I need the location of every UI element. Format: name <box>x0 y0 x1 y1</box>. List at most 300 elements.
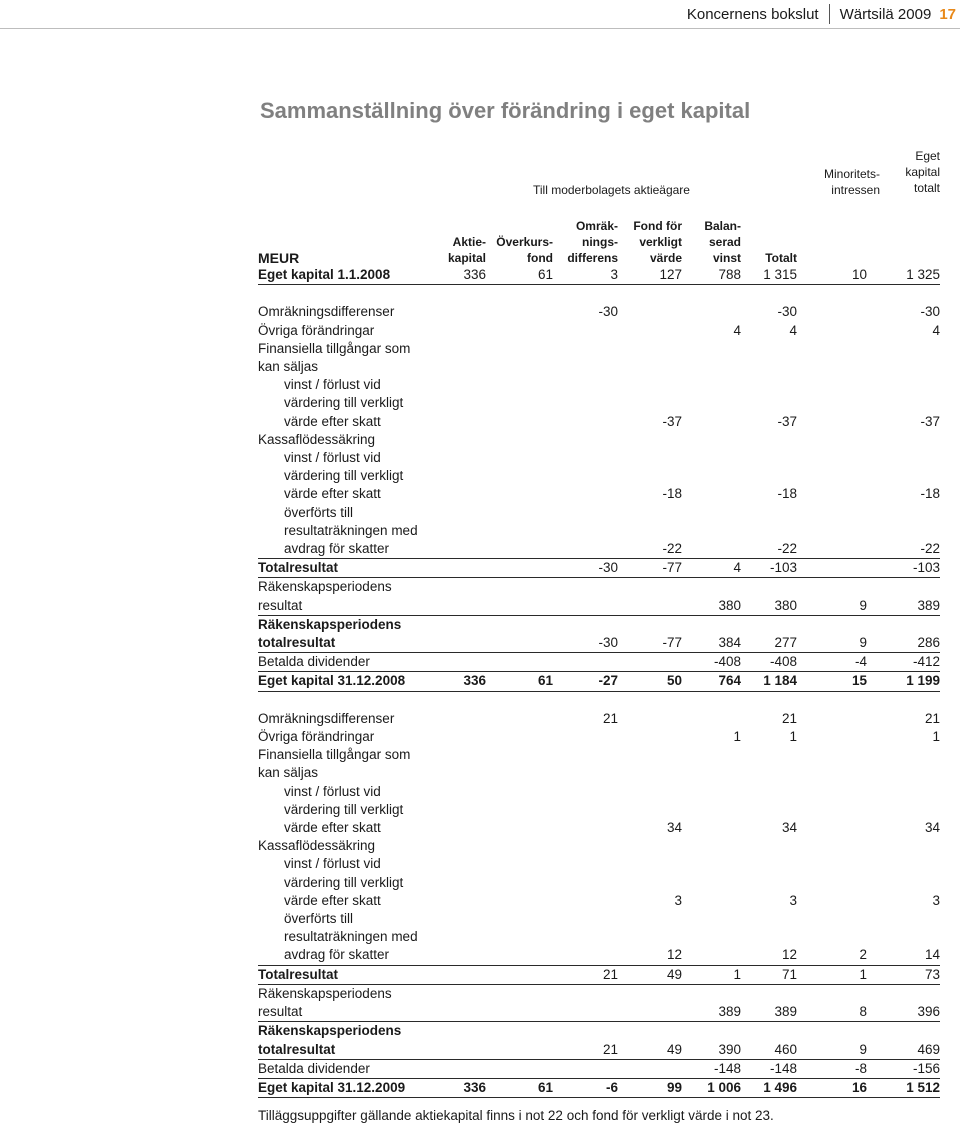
value-cell <box>486 522 553 540</box>
value-cell: -156 <box>867 1059 940 1078</box>
value-cell <box>741 855 797 873</box>
value-cell <box>486 874 553 892</box>
value-cell: -22 <box>741 540 797 559</box>
value-cell <box>486 710 553 728</box>
column-header: kapital <box>448 251 487 265</box>
value-cell <box>867 910 940 928</box>
column-header: fond <box>527 251 553 265</box>
value-cell <box>553 449 618 467</box>
value-cell <box>448 597 486 616</box>
value-cell: 49 <box>618 1041 682 1060</box>
value-cell <box>797 467 867 485</box>
table-row <box>258 559 940 578</box>
value-cell <box>486 653 553 672</box>
value-cell: 380 <box>682 597 741 616</box>
value-cell: -30 <box>777 304 797 320</box>
table-row <box>258 303 940 321</box>
value-cell <box>448 504 486 522</box>
row-label: resultaträkningen med <box>284 522 418 538</box>
value-cell <box>553 728 618 746</box>
column-header <box>867 250 940 266</box>
value-cell <box>448 965 486 984</box>
value-cell <box>448 322 486 340</box>
value-cell <box>486 1041 553 1060</box>
value-cell: 1 <box>797 965 867 984</box>
value-cell: 21 <box>924 710 940 726</box>
value-cell: 1 <box>733 729 741 745</box>
value-cell <box>553 801 618 819</box>
row-label: överförts till <box>284 911 354 927</box>
row-label: resultat <box>258 1003 448 1022</box>
value-cell: 71 <box>741 965 797 984</box>
column-header: värde <box>649 251 682 265</box>
value-cell <box>486 764 553 782</box>
row-label: avdrag för skatter <box>258 946 448 965</box>
value-cell <box>448 855 486 873</box>
footnote: Tilläggsuppgifter gällande aktiekapital finns i not 22 och fond för verkligt värde i not 23. <box>258 1108 774 1123</box>
spacer-row <box>258 285 940 304</box>
value-cell <box>553 1022 618 1041</box>
value-cell <box>618 746 682 764</box>
row-label: Finansiella tillgångar som <box>258 747 411 763</box>
value-cell: -103 <box>867 559 940 578</box>
value-cell <box>486 322 553 340</box>
value-cell: -37 <box>920 413 940 429</box>
value-cell <box>618 837 682 855</box>
value-cell <box>486 485 553 503</box>
row-label: avdrag för skatter <box>258 540 448 559</box>
value-cell <box>867 783 940 801</box>
column-header: Överkurs- <box>496 235 553 249</box>
section-name: Koncernens bokslut <box>686 5 819 23</box>
value-cell <box>448 431 486 449</box>
value-cell <box>448 578 486 597</box>
value-cell: 16 <box>797 1078 867 1097</box>
value-cell <box>553 467 618 485</box>
value-cell <box>553 322 618 340</box>
value-cell: 50 <box>618 672 682 691</box>
value-cell <box>867 504 940 522</box>
row-label: Totalresultat <box>258 965 448 984</box>
table-row <box>258 1022 940 1041</box>
value-cell <box>682 764 741 782</box>
value-cell <box>797 322 867 340</box>
value-cell <box>618 431 682 449</box>
value-cell <box>867 431 940 449</box>
value-cell <box>448 413 486 431</box>
value-cell: 1 <box>932 729 940 745</box>
value-cell <box>867 874 940 892</box>
value-cell <box>618 1003 682 1022</box>
value-cell <box>486 965 553 984</box>
value-cell <box>553 431 618 449</box>
value-cell: 73 <box>867 965 940 984</box>
value-cell <box>486 892 553 910</box>
column-header: serad <box>708 235 741 249</box>
value-cell <box>448 746 486 764</box>
value-cell: 8 <box>797 1003 867 1022</box>
value-cell <box>797 615 867 634</box>
table-row <box>258 746 940 764</box>
column-header: verkligt <box>639 235 682 249</box>
value-cell: -408 <box>682 653 741 672</box>
value-cell: 277 <box>741 634 797 653</box>
value-cell <box>448 1003 486 1022</box>
table-row <box>258 965 940 984</box>
value-cell <box>797 303 867 321</box>
value-cell <box>741 358 797 376</box>
value-cell: 460 <box>741 1041 797 1060</box>
value-cell <box>867 984 940 1003</box>
value-cell <box>448 710 486 728</box>
table-row <box>258 413 940 431</box>
value-cell <box>682 910 741 928</box>
column-header <box>741 234 797 250</box>
value-cell <box>553 394 618 412</box>
row-label: vinst / förlust vid <box>284 783 381 799</box>
value-cell <box>553 413 618 431</box>
table-row <box>258 910 940 928</box>
table-row <box>258 634 940 653</box>
value-cell <box>448 1041 486 1060</box>
column-header <box>797 218 867 234</box>
value-cell <box>797 522 867 540</box>
table-row <box>258 358 940 376</box>
value-cell <box>486 431 553 449</box>
value-cell <box>682 540 741 559</box>
value-cell <box>553 340 618 358</box>
value-cell: 99 <box>618 1078 682 1097</box>
value-cell <box>741 984 797 1003</box>
value-cell <box>553 764 618 782</box>
value-cell: 3 <box>932 892 940 908</box>
value-cell <box>618 504 682 522</box>
row-label: värde efter skatt <box>284 413 381 429</box>
value-cell: -148 <box>682 1059 741 1078</box>
value-cell: 21 <box>553 1041 618 1060</box>
value-cell <box>486 855 553 873</box>
value-cell <box>867 1022 940 1041</box>
value-cell <box>867 394 940 412</box>
value-cell <box>486 303 553 321</box>
row-label: Räkenskapsperiodens <box>258 616 402 632</box>
value-cell <box>448 801 486 819</box>
table-row <box>258 431 940 449</box>
value-cell <box>448 340 486 358</box>
spacer-cell <box>258 285 940 304</box>
value-cell <box>448 634 486 653</box>
value-cell: -18 <box>920 486 940 502</box>
value-cell: 1 315 <box>741 266 797 285</box>
value-cell <box>867 837 940 855</box>
value-cell: -4 <box>797 653 867 672</box>
value-cell: 396 <box>867 1003 940 1022</box>
value-cell <box>741 801 797 819</box>
table-row <box>258 394 940 412</box>
table-row <box>258 874 940 892</box>
value-cell <box>486 837 553 855</box>
column-header <box>741 218 797 234</box>
value-cell <box>448 819 486 837</box>
value-cell <box>448 485 486 503</box>
group-label-line: Minoritets- <box>823 167 880 181</box>
table-row <box>258 597 940 616</box>
value-cell <box>741 746 797 764</box>
value-cell <box>682 394 741 412</box>
value-cell: 336 <box>448 1078 486 1097</box>
value-cell <box>553 874 618 892</box>
value-cell <box>741 394 797 412</box>
value-cell <box>448 1022 486 1041</box>
value-cell: 389 <box>867 597 940 616</box>
value-cell <box>682 485 741 503</box>
value-cell <box>486 467 553 485</box>
value-cell: -412 <box>867 653 940 672</box>
row-label: värde efter skatt <box>284 486 381 502</box>
value-cell: 1 <box>789 729 797 745</box>
value-cell: -37 <box>777 413 797 429</box>
value-cell <box>448 837 486 855</box>
row-label: Omräkningsdifferenser <box>258 304 395 320</box>
value-cell <box>553 1003 618 1022</box>
value-cell <box>867 764 940 782</box>
value-cell <box>682 783 741 801</box>
value-cell <box>553 984 618 1003</box>
value-cell <box>618 1059 682 1078</box>
value-cell <box>618 467 682 485</box>
page-number: 17 <box>939 5 956 23</box>
row-label: Övriga förändringar <box>258 729 375 745</box>
column-header <box>486 218 553 234</box>
value-cell <box>553 910 618 928</box>
value-cell <box>682 376 741 394</box>
value-cell <box>867 801 940 819</box>
value-cell: 14 <box>867 946 940 965</box>
value-cell: 788 <box>682 266 741 285</box>
value-cell <box>486 1022 553 1041</box>
column-header <box>797 250 867 266</box>
row-label: värdering till verkligt <box>284 874 404 890</box>
value-cell <box>682 358 741 376</box>
table-row <box>258 710 940 728</box>
row-label: Eget kapital 1.1.2008 <box>258 266 448 285</box>
value-cell <box>741 928 797 946</box>
company-year: Wärtsilä 2009 <box>839 5 932 23</box>
value-cell <box>553 597 618 616</box>
value-cell: 1 496 <box>741 1078 797 1097</box>
value-cell <box>553 485 618 503</box>
value-cell <box>741 783 797 801</box>
value-cell <box>797 728 867 746</box>
value-cell <box>867 376 940 394</box>
value-cell: 21 <box>602 710 618 726</box>
value-cell <box>797 984 867 1003</box>
meur-label <box>258 234 448 250</box>
table-row <box>258 504 940 522</box>
value-cell: 469 <box>867 1041 940 1060</box>
value-cell <box>741 910 797 928</box>
value-cell <box>618 653 682 672</box>
value-cell <box>448 467 486 485</box>
column-header: Fond för <box>633 219 682 233</box>
value-cell <box>486 615 553 634</box>
row-label: vinst / förlust vid <box>284 856 381 872</box>
table-row <box>258 653 940 672</box>
value-cell <box>797 376 867 394</box>
table-row <box>258 728 940 746</box>
equity-statement-table <box>258 218 940 1098</box>
value-cell <box>448 910 486 928</box>
row-label: vinst / förlust vid <box>284 377 381 393</box>
column-header: vinst <box>712 251 741 265</box>
value-cell <box>867 467 940 485</box>
value-cell <box>553 504 618 522</box>
table-row <box>258 615 940 634</box>
value-cell <box>553 358 618 376</box>
header-rule <box>0 28 960 29</box>
value-cell: 12 <box>741 946 797 965</box>
value-cell <box>486 394 553 412</box>
value-cell: 61 <box>486 1078 553 1097</box>
value-cell <box>618 394 682 412</box>
value-cell: 2 <box>797 946 867 965</box>
value-cell: 21 <box>781 710 797 726</box>
value-cell <box>741 340 797 358</box>
value-cell <box>618 855 682 873</box>
value-cell <box>867 615 940 634</box>
table-row <box>258 892 940 910</box>
value-cell <box>618 728 682 746</box>
value-cell: 389 <box>682 1003 741 1022</box>
value-cell: 4 <box>682 559 741 578</box>
value-cell <box>448 376 486 394</box>
group-label-total-equity <box>880 148 940 196</box>
value-cell <box>618 615 682 634</box>
value-cell: -77 <box>618 559 682 578</box>
value-cell <box>741 449 797 467</box>
row-label: värdering till verkligt <box>284 468 404 484</box>
row-label: Kassaflödessäkring <box>258 431 376 447</box>
row-label: Betalda dividender <box>258 653 448 672</box>
value-cell <box>741 431 797 449</box>
row-label: Eget kapital 31.12.2008 <box>258 672 448 691</box>
table-row <box>258 522 940 540</box>
table-row <box>258 819 940 837</box>
value-cell <box>553 578 618 597</box>
value-cell <box>797 559 867 578</box>
value-cell <box>553 837 618 855</box>
value-cell: 286 <box>867 634 940 653</box>
value-cell <box>867 340 940 358</box>
row-label: värde efter skatt <box>284 820 381 836</box>
value-cell: 336 <box>448 672 486 691</box>
value-cell: -8 <box>797 1059 867 1078</box>
value-cell <box>867 358 940 376</box>
table-row <box>258 984 940 1003</box>
row-label: Räkenskapsperiodens <box>258 985 392 1001</box>
value-cell <box>553 819 618 837</box>
value-cell: 3 <box>789 892 797 908</box>
value-cell <box>741 837 797 855</box>
row-label: Finansiella tillgångar som <box>258 340 411 356</box>
value-cell: -6 <box>553 1078 618 1097</box>
value-cell <box>618 578 682 597</box>
value-cell: 34 <box>781 820 797 836</box>
value-cell <box>618 340 682 358</box>
value-cell <box>486 597 553 616</box>
row-label: värdering till verkligt <box>284 395 404 411</box>
row-label: värdering till verkligt <box>284 801 404 817</box>
table-row <box>258 266 940 285</box>
row-label: totalresultat <box>258 1041 448 1060</box>
value-cell <box>448 615 486 634</box>
value-cell <box>486 413 553 431</box>
value-cell: 1 325 <box>867 266 940 285</box>
value-cell: 127 <box>618 266 682 285</box>
value-cell <box>682 522 741 540</box>
value-cell <box>682 615 741 634</box>
meur-label: MEUR <box>258 250 300 266</box>
value-cell <box>682 837 741 855</box>
value-cell <box>618 710 682 728</box>
value-cell <box>682 928 741 946</box>
value-cell <box>682 946 741 965</box>
table-header <box>258 218 940 266</box>
header-row <box>258 218 940 234</box>
value-cell <box>486 910 553 928</box>
value-cell <box>797 783 867 801</box>
column-header: Totalt <box>765 251 797 265</box>
value-cell <box>486 819 553 837</box>
row-label: resultat <box>258 597 448 616</box>
value-cell: 1 512 <box>867 1078 940 1097</box>
value-cell <box>486 928 553 946</box>
value-cell <box>618 910 682 928</box>
value-cell <box>618 597 682 616</box>
value-cell: 1 <box>682 965 741 984</box>
value-cell: 1 184 <box>741 672 797 691</box>
value-cell <box>797 394 867 412</box>
value-cell <box>797 358 867 376</box>
value-cell <box>448 358 486 376</box>
value-cell <box>553 946 618 965</box>
value-cell <box>797 540 867 559</box>
table-row <box>258 1003 940 1022</box>
row-label: vinst / förlust vid <box>284 450 381 466</box>
table-row <box>258 578 940 597</box>
value-cell <box>486 449 553 467</box>
value-cell <box>448 522 486 540</box>
table-row <box>258 837 940 855</box>
value-cell <box>486 946 553 965</box>
value-cell: 15 <box>797 672 867 691</box>
value-cell: -18 <box>662 486 682 502</box>
value-cell <box>741 504 797 522</box>
value-cell <box>448 928 486 946</box>
column-header: nings- <box>582 235 618 249</box>
row-label: kan säljas <box>258 359 319 374</box>
value-cell <box>797 837 867 855</box>
value-cell: 10 <box>797 266 867 285</box>
value-cell: -30 <box>920 304 940 320</box>
value-cell <box>682 874 741 892</box>
value-cell: 34 <box>924 820 940 836</box>
value-cell <box>448 764 486 782</box>
spacer-row <box>258 691 940 710</box>
value-cell <box>797 710 867 728</box>
row-label: Räkenskapsperiodens <box>258 1023 402 1039</box>
value-cell <box>486 801 553 819</box>
